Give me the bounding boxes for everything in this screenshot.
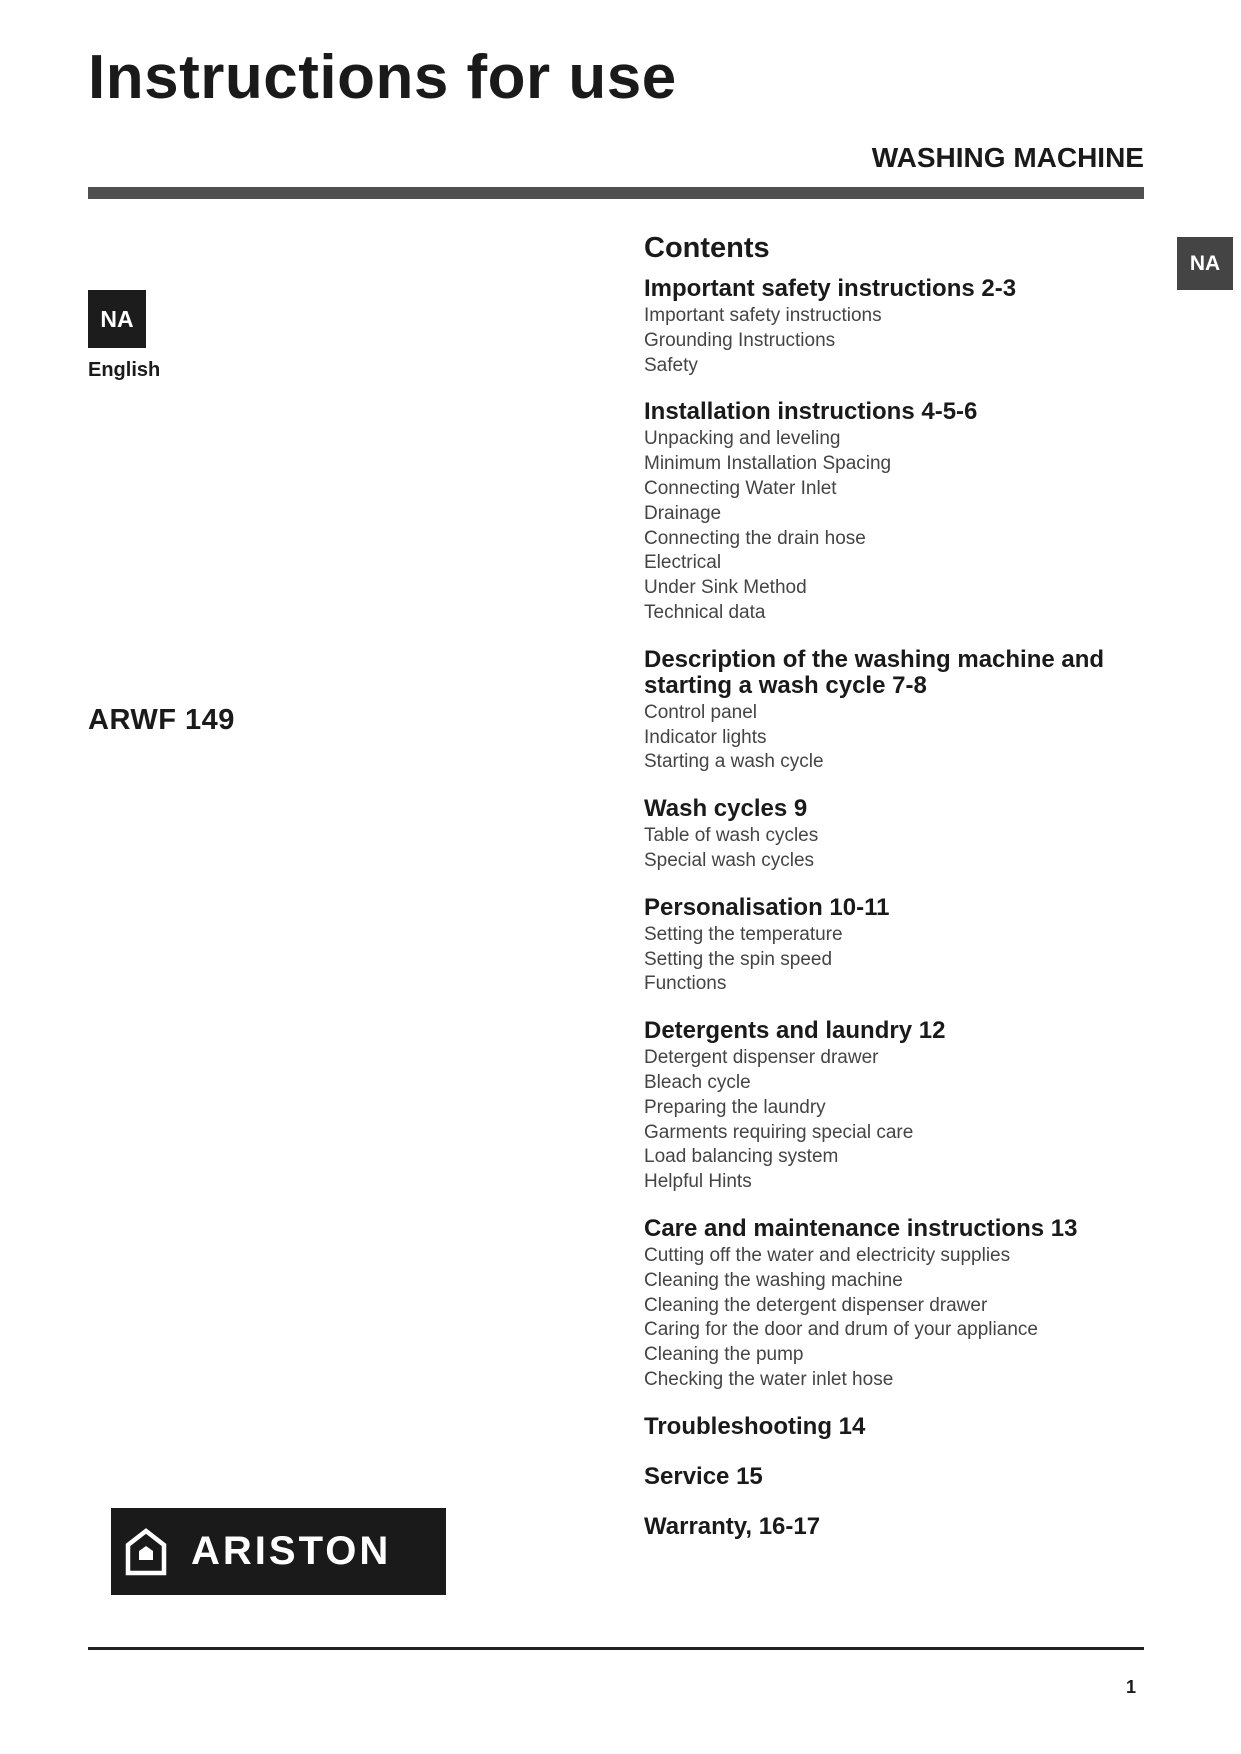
contents-item: Caring for the door and drum of your appliance (644, 1319, 1038, 1341)
page-title: Instructions for use (88, 43, 677, 112)
contents-item: Special wash cycles (644, 849, 815, 871)
contents-section (644, 1414, 1164, 1440)
page-number: 1 (1126, 1677, 1137, 1697)
table-of-contents (644, 228, 1164, 1564)
footer-divider (88, 1647, 1144, 1650)
contents-item: Cleaning the detergent dispenser drawer (644, 1294, 988, 1316)
contents-section (644, 1464, 1164, 1490)
contents-item: Bleach cycle (644, 1071, 751, 1093)
contents-section-title: Wash cycles 9 (644, 795, 808, 823)
model-number: ARWF 149 (88, 704, 235, 736)
contents-item: Functions (644, 973, 727, 995)
contents-section (644, 895, 1164, 997)
contents-section-title: Detergents and laundry 12 (644, 1017, 946, 1045)
contents-heading: Contents (644, 232, 770, 264)
contents-item: Starting a wash cycle (644, 751, 824, 773)
brand-name: ARISTON (191, 1529, 392, 1573)
contents-item: Setting the temperature (644, 923, 843, 945)
contents-section (644, 1514, 1164, 1540)
house-icon (125, 1527, 167, 1577)
contents-section-title: Service 15 (644, 1462, 763, 1490)
language-side-tab: NA (1177, 237, 1233, 290)
contents-section (644, 647, 1164, 775)
contents-item: Control panel (644, 701, 758, 723)
contents-item: Technical data (644, 601, 766, 623)
contents-section-title: Care and maintenance instructions 13 (644, 1214, 1078, 1242)
contents-item: Helpful Hints (644, 1171, 752, 1193)
contents-section-title: Installation instructions 4-5-6 (644, 398, 978, 426)
contents-item: Setting the spin speed (644, 948, 833, 970)
contents-item: Cleaning the washing machine (644, 1269, 903, 1291)
language-badge: NA (88, 290, 146, 348)
contents-item: Safety (644, 354, 698, 376)
contents-item: Drainage (644, 502, 722, 524)
contents-item: Under Sink Method (644, 577, 807, 599)
contents-section-title: Description of the washing machine and starting a wash cycle 7-8 (644, 645, 1105, 699)
contents-section (644, 276, 1164, 378)
contents-item: Detergent dispenser drawer (644, 1047, 879, 1069)
contents-item: Garments requiring special care (644, 1121, 914, 1143)
contents-item: Unpacking and leveling (644, 428, 841, 450)
contents-item: Cutting off the water and electricity supplies (644, 1244, 1011, 1266)
language-label: English (88, 359, 161, 381)
contents-item: Minimum Installation Spacing (644, 453, 892, 475)
contents-item: Checking the water inlet hose (644, 1368, 894, 1390)
contents-item: Preparing the laundry (644, 1096, 826, 1118)
contents-item: Connecting the drain hose (644, 527, 866, 549)
page-subtitle: WASHING MACHINE (871, 142, 1144, 173)
contents-section (644, 796, 1164, 874)
contents-item: Grounding Instructions (644, 329, 836, 351)
header-divider (88, 187, 1144, 199)
contents-item: Cleaning the pump (644, 1344, 804, 1366)
contents-item: Connecting Water Inlet (644, 477, 837, 499)
contents-item: Indicator lights (644, 726, 767, 748)
contents-section-title: Warranty, 16-17 (644, 1512, 821, 1540)
contents-section-title: Troubleshooting 14 (644, 1412, 866, 1440)
contents-item: Important safety instructions (644, 305, 882, 326)
contents-item: Electrical (644, 552, 722, 574)
contents-section-list (644, 276, 1164, 1540)
contents-section (644, 1216, 1164, 1393)
contents-section (644, 1018, 1164, 1195)
contents-section-title: Important safety instructions 2-3 (644, 275, 1017, 302)
contents-item: Load balancing system (644, 1146, 839, 1168)
contents-section (644, 399, 1164, 625)
brand-logo (111, 1508, 446, 1595)
contents-section-title: Personalisation 10-11 (644, 893, 890, 921)
contents-item: Table of wash cycles (644, 825, 819, 847)
